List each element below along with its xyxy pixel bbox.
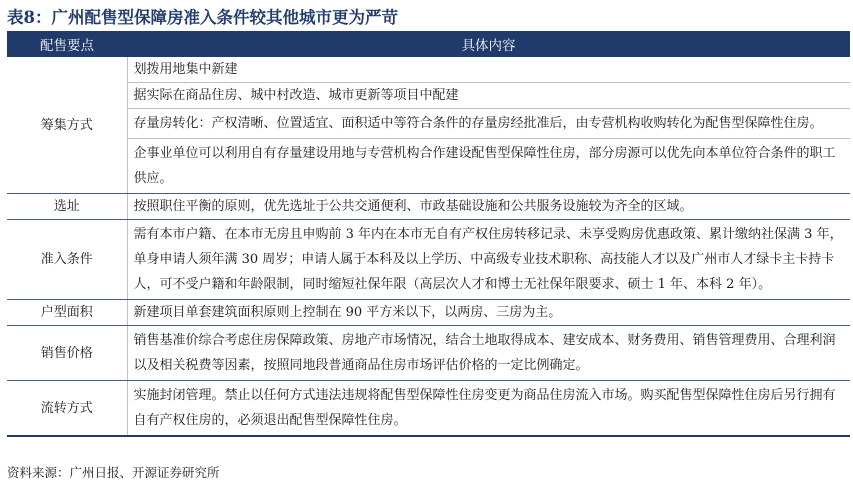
category-cell: 准入条件	[7, 220, 127, 300]
content-cell: 实施封闭管理。禁止以任何方式违法违规将配售型保障性住房变更为商品住房流入市场。购买配售型保障性住房后另行拥有自有产权住房的，必须退出配售型保障性住房。	[127, 381, 850, 437]
policy-table	[7, 31, 850, 437]
table-header-row	[7, 31, 850, 57]
header-content: 具体内容	[127, 31, 850, 57]
table-row	[7, 220, 850, 300]
source-note: 资料来源：广州日报、开源证券研究所	[7, 465, 220, 480]
table-row	[7, 83, 850, 109]
content-cell: 需有本市户籍、在本市无房且申购前 3 年内在本市无自有产权住房转移记录、未享受购房优惠政策、累计缴纳社保满 3 年，单身申请人须年满 30 周岁；申请人属于本科及以上学历、中高级专业技术职称、高技能人才以及广州市人才绿卡主卡持卡人，可不受户籍和年龄限制，同时缩短社保年限（高层次人才和博士无社保年限要求、硕士 1 年、本科 2 年）。	[127, 220, 850, 300]
content-cell: 企事业单位可以利用自有存量建设用地与专营机构合作建设配售型保障性住房，部分房源可以优先向本单位符合条件的职工供应。	[127, 139, 850, 194]
content-cell: 销售基准价综合考虑住房保障政策、房地产市场情况，结合土地取得成本、建安成本、财务费用、销售管理费用、合理利润以及相关税费等因素，按照同地段普通商品住房市场评估价格的一定比例确定。	[127, 326, 850, 381]
table-row	[7, 109, 850, 139]
table-row	[7, 300, 850, 326]
content-cell: 新建项目单套建筑面积原则上控制在 90 平方米以下，以两房、三房为主。	[127, 300, 850, 326]
category-cell: 筹集方式	[7, 57, 127, 194]
category-cell: 流转方式	[7, 381, 127, 437]
table-row	[7, 326, 850, 381]
content-cell: 划拨用地集中新建	[127, 57, 850, 83]
category-cell: 销售价格	[7, 326, 127, 381]
header-category: 配售要点	[7, 31, 127, 57]
content-cell: 按照职住平衡的原则，优先选址于公共交通便利、市政基础设施和公共服务设施较为齐全的区域。	[127, 194, 850, 220]
category-cell: 户型面积	[7, 300, 127, 326]
table-row	[7, 381, 850, 437]
content-cell: 据实际在商品住房、城中村改造、城市更新等项目中配建	[127, 83, 850, 109]
table-row	[7, 57, 850, 83]
content-cell: 存量房转化：产权清晰、位置适宜、面积适中等符合条件的存量房经批准后，由专营机构收购转化为配售型保障性住房。	[127, 109, 850, 139]
table-row	[7, 139, 850, 194]
table-row	[7, 194, 850, 220]
table-title: 表8：广州配售型保障房准入条件较其他城市更为严苛	[7, 8, 398, 27]
category-cell: 选址	[7, 194, 127, 220]
